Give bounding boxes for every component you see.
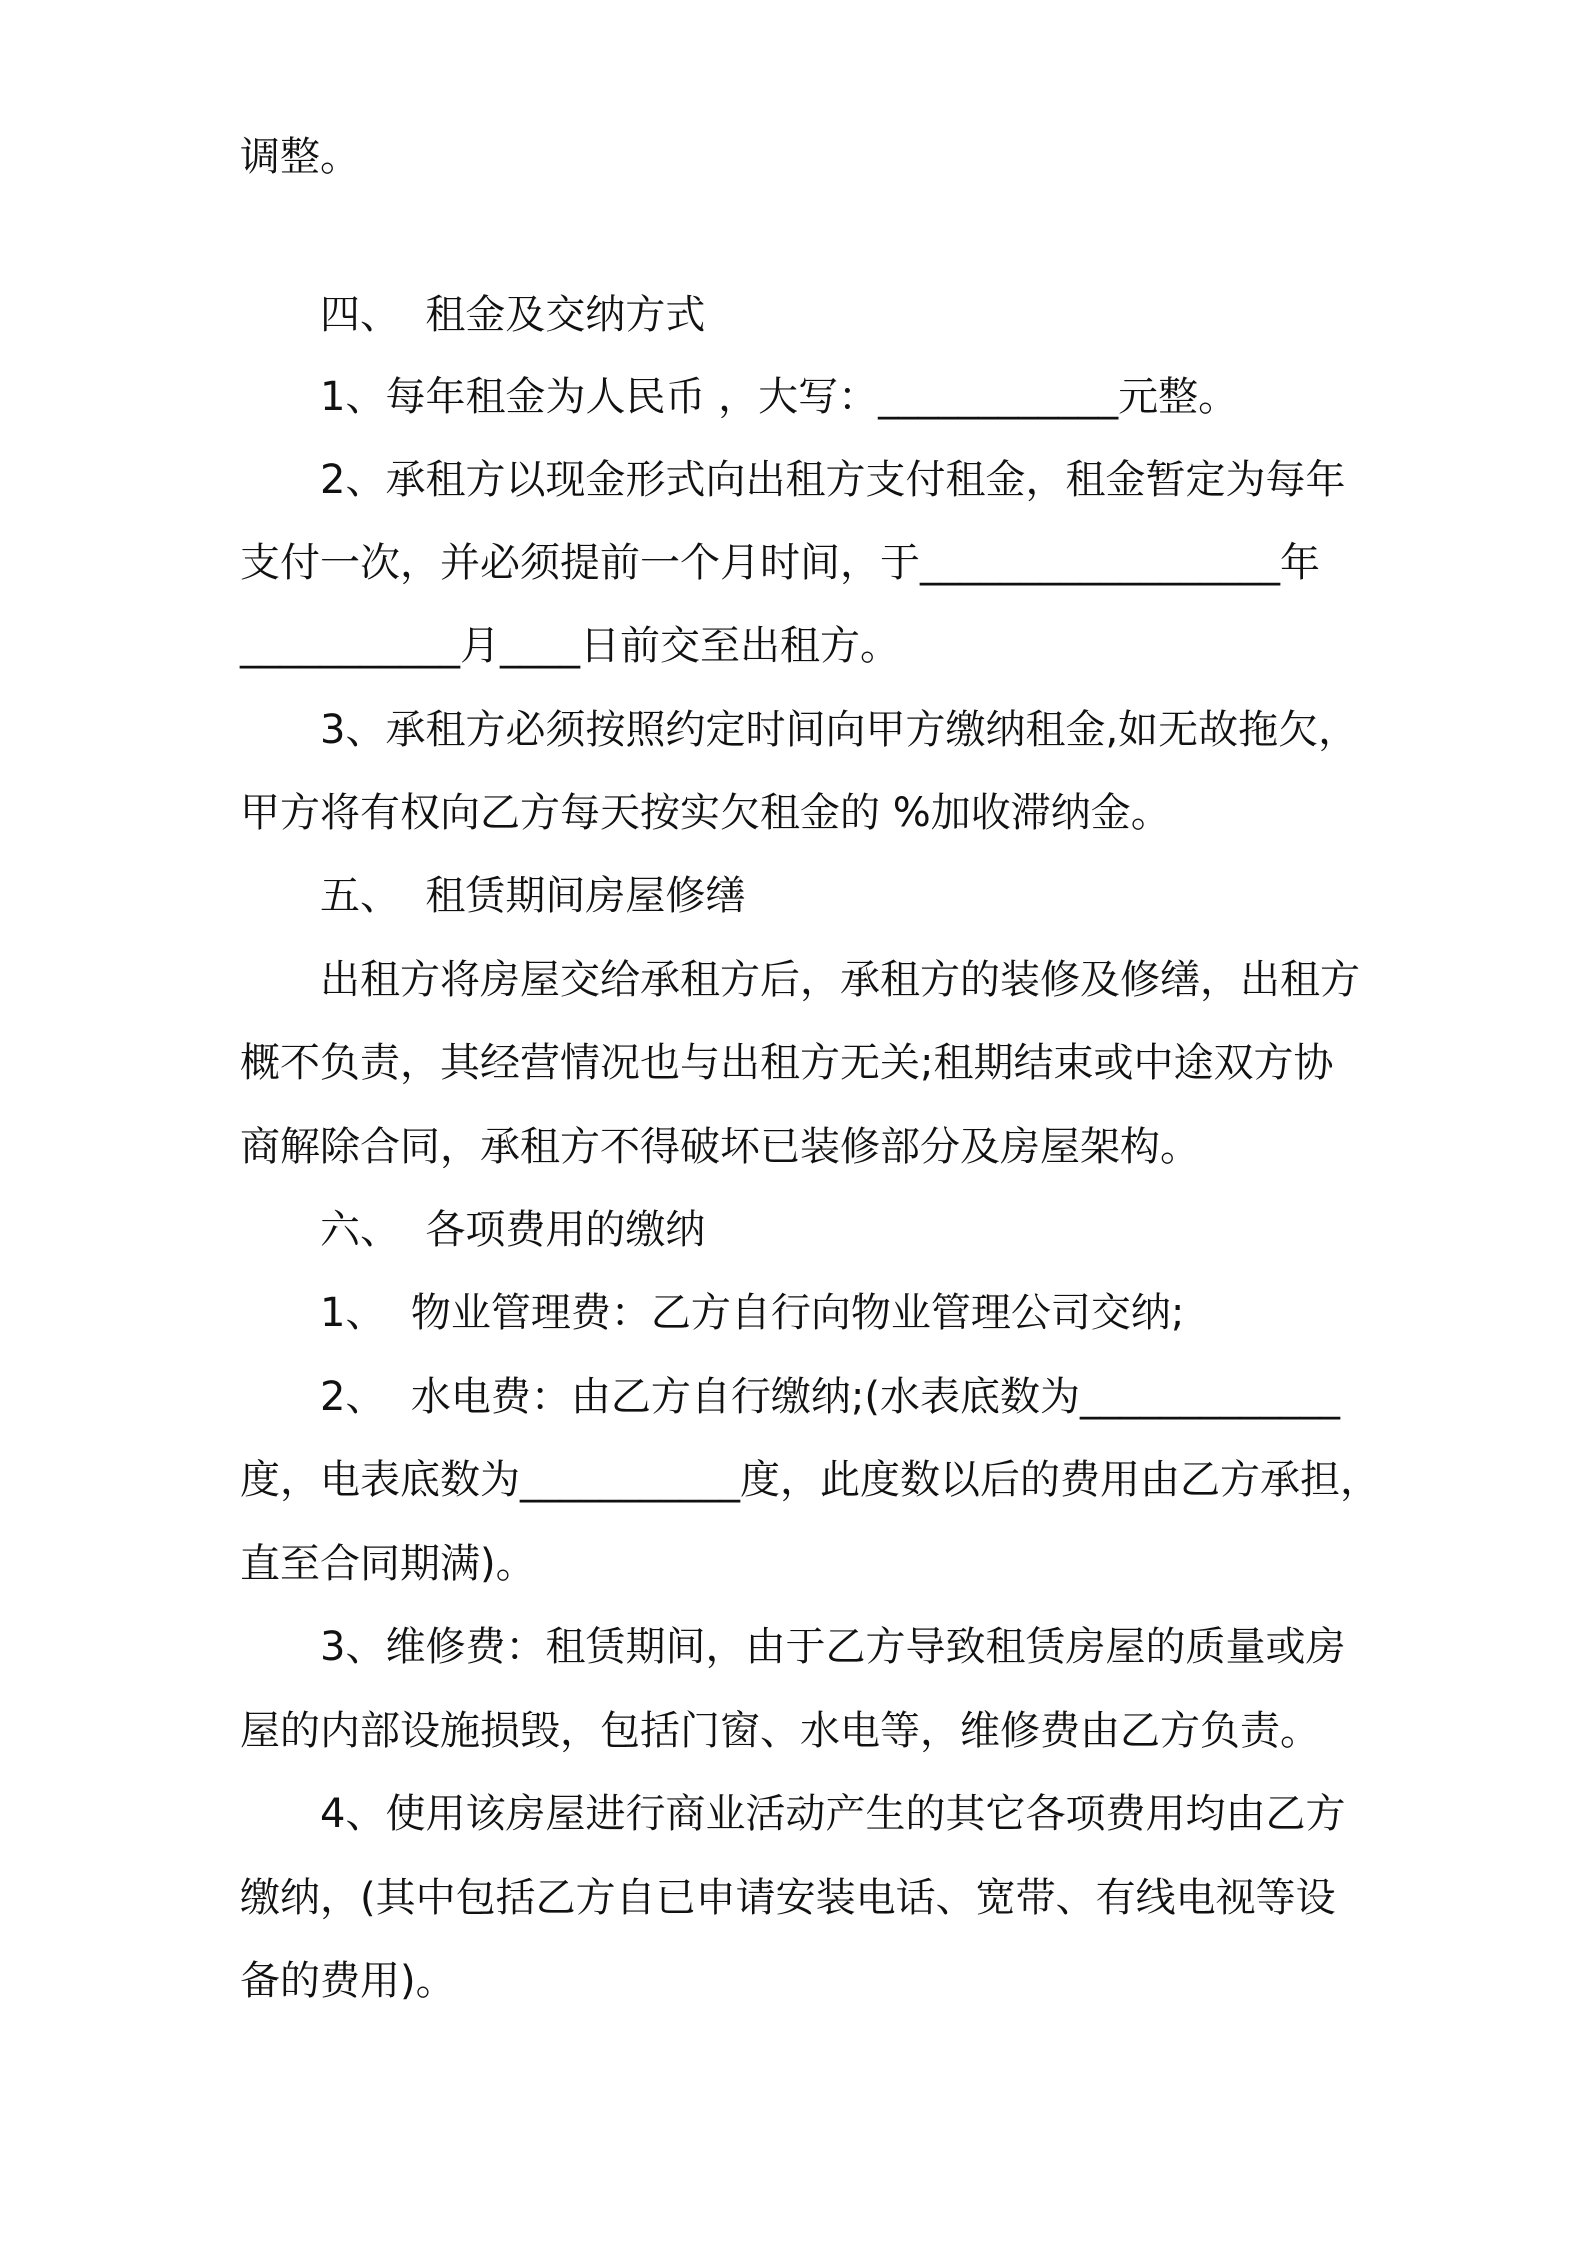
section-heading: 四、 租金及交纳方式 bbox=[320, 292, 706, 338]
text-line: 3、承租方必须按照约定时间向甲方缴纳租金,如无故拖欠， bbox=[320, 707, 1359, 753]
text-line: 备的费用)。 bbox=[240, 1958, 456, 2004]
text-line: 2、承租方以现金形式向出租方支付租金，租金暂定为每年 bbox=[320, 457, 1346, 503]
text-line: ___________月____日前交至出租方。 bbox=[240, 623, 900, 669]
text-line: 3、维修费：租赁期间，由于乙方导致租赁房屋的质量或房 bbox=[320, 1624, 1346, 1670]
section-heading: 五、 租赁期间房屋修缮 bbox=[320, 873, 746, 919]
text-line: 1、每年租金为人民币 ，大写：____________元整。 bbox=[320, 374, 1239, 420]
text-line: 出租方将房屋交给承租方后，承租方的装修及修缮，出租方 bbox=[320, 957, 1360, 1003]
text-line: 支付一次，并必须提前一个月时间，于__________________年 bbox=[240, 540, 1320, 586]
text-line: 缴纳，(其中包括乙方自已申请安装电话、宽带、有线电视等设 bbox=[240, 1875, 1336, 1921]
text-line: 商解除合同，承租方不得破坏已装修部分及房屋架构。 bbox=[240, 1124, 1200, 1170]
text-line: 屋的内部设施损毁，包括门窗、水电等，维修费由乙方负责。 bbox=[240, 1708, 1320, 1754]
text-line: 直至合同期满)。 bbox=[240, 1541, 536, 1587]
text-line: 4、使用该房屋进行商业活动产生的其它各项费用均由乙方 bbox=[320, 1791, 1346, 1837]
text-line: 调整。 bbox=[240, 134, 360, 180]
text-line: 2、 水电费：由乙方自行缴纳;(水表底数为_____________ bbox=[320, 1374, 1340, 1420]
text-line: 概不负责，其经营情况也与出租方无关;租期结束或中途双方协 bbox=[240, 1040, 1334, 1086]
text-line: 甲方将有权向乙方每天按实欠租金的 %加收滞纳金。 bbox=[240, 790, 1171, 836]
text-line: 度，电表底数为___________度，此度数以后的费用由乙方承担， bbox=[240, 1457, 1380, 1503]
text-line: 1、 物业管理费：乙方自行向物业管理公司交纳; bbox=[320, 1290, 1185, 1336]
section-heading: 六、 各项费用的缴纳 bbox=[320, 1207, 706, 1253]
